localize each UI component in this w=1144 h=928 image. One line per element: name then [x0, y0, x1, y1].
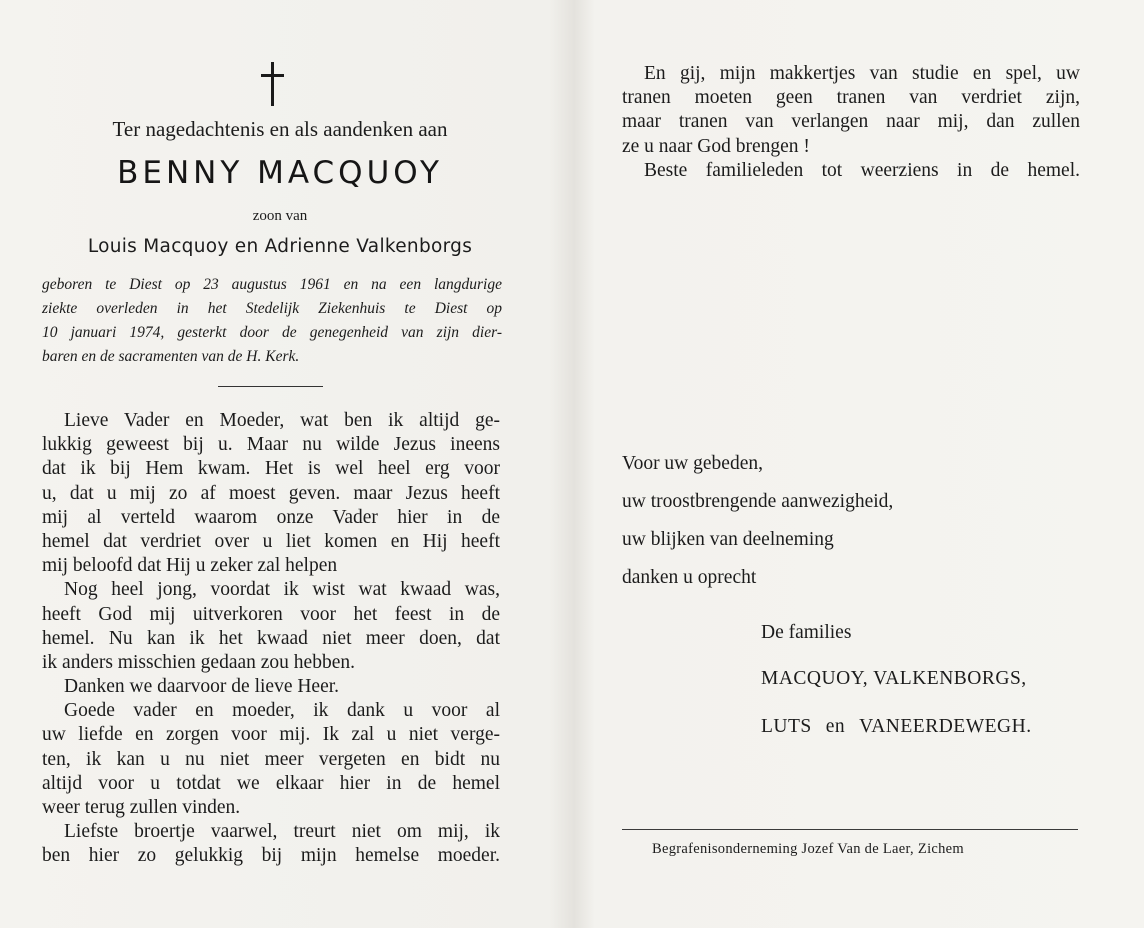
undertaker-credit: Begrafenisonderneming Jozef Van de Laer, Zichem: [652, 841, 964, 857]
biography-paragraph: [42, 273, 502, 369]
family-vaneerdewegh: VANEERDEWEGH.: [859, 716, 1032, 737]
bio-line: 10 januari 1974, gesterkt door de genegenheid van zijn dier-: [42, 324, 502, 341]
letter-line: mij beloofd dat Hij u zeker zal helpen: [42, 555, 338, 577]
divider: [218, 386, 323, 387]
letter-line: altijd voor u totdat we elkaar hier in de hemel: [42, 772, 500, 794]
thanks-block: [622, 451, 893, 603]
thanks-line: Voor uw gebeden,: [622, 453, 763, 474]
families-title: De families: [761, 622, 852, 643]
letter-line: hemel dat verdriet over u liet komen en Hij heeft: [42, 530, 500, 552]
thanks-line: uw blijken van deelneming: [622, 529, 834, 550]
letter-line: dat ik bij Hem kwam. Het is wel heel erg voor: [42, 458, 500, 480]
poem-line: ze u naar God brengen !: [622, 135, 810, 157]
memorial-line: Ter nagedachtenis en als aandenken aan: [112, 117, 448, 141]
letter-line: Liefste broertje vaarwel, treurt niet om mij, ik: [64, 821, 500, 843]
divider: [622, 829, 1078, 830]
son-of-label: zoon van: [252, 208, 308, 224]
bio-line: ziekte overleden in het Stedelijk Ziekenhuis te Diest op: [42, 300, 502, 317]
letter-line: mij al verteld waarom onze Vader hier in de: [42, 506, 500, 528]
family-luts: LUTS: [761, 716, 812, 737]
poem-line: tranen moeten geen tranen van verdriet zijn,: [622, 87, 1080, 109]
letter-line: lukkig geweest bij u. Maar nu wilde Jezus ineens: [42, 434, 500, 456]
letter-line: Nog heel jong, voordat ik wist wat kwaad was,: [64, 579, 500, 601]
families-line-2: [761, 716, 1032, 738]
letter-line: u, dat u mij zo af moest geven. maar Jezus heeft: [42, 482, 500, 504]
farewell-letter: [42, 409, 500, 869]
thanks-line: danken u oprecht: [622, 567, 757, 588]
cross-icon: [258, 62, 288, 106]
left-panel: [0, 0, 560, 928]
families-conjunction: en: [825, 716, 846, 737]
families-line-1: MACQUOY, VALKENBORGS,: [761, 668, 1027, 689]
letter-line: ben hier zo gelukkig bij mijn hemelse moeder.: [42, 845, 500, 867]
letter-line: ik anders misschien gedaan zou hebben.: [42, 651, 355, 673]
letter-line: hemel. Nu kan ik het kwaad niet meer doen, dat: [42, 627, 500, 649]
bio-line: baren en de sacramenten van de H. Kerk.: [42, 348, 300, 365]
deceased-name: BENNY MACQUOY: [117, 155, 443, 191]
letter-line: uw liefde en zorgen voor mij. Ik zal u niet verge-: [42, 724, 500, 746]
letter-line: weer terug zullen vinden.: [42, 797, 241, 818]
poem-line: Beste familieleden tot weerziens in de hemel.: [644, 159, 1080, 181]
bio-line: geboren te Diest op 23 augustus 1961 en na een langdurige: [42, 276, 502, 293]
letter-line: Danken we daarvoor de lieve Heer.: [64, 676, 340, 698]
right-panel: [580, 0, 1144, 928]
letter-line: heeft God mij uitverkoren voor het feest in de: [42, 603, 500, 625]
letter-line: Goede vader en moeder, ik dank u voor al: [64, 700, 500, 722]
poem-line: En gij, mijn makkertjes van studie en spel, uw: [644, 63, 1080, 84]
letter-line: Lieve Vader en Moeder, wat ben ik altijd ge-: [64, 410, 500, 431]
letter-line: ten, ik kan u nu niet meer vergeten en bidt nu: [42, 748, 500, 770]
message-to-friends: [622, 62, 1080, 183]
poem-line: maar tranen van verlangen naar mij, dan zullen: [622, 111, 1080, 133]
thanks-line: uw troostbrengende aanwezigheid,: [622, 491, 894, 512]
parents-names: Louis Macquoy en Adrienne Valkenborgs: [87, 236, 473, 257]
